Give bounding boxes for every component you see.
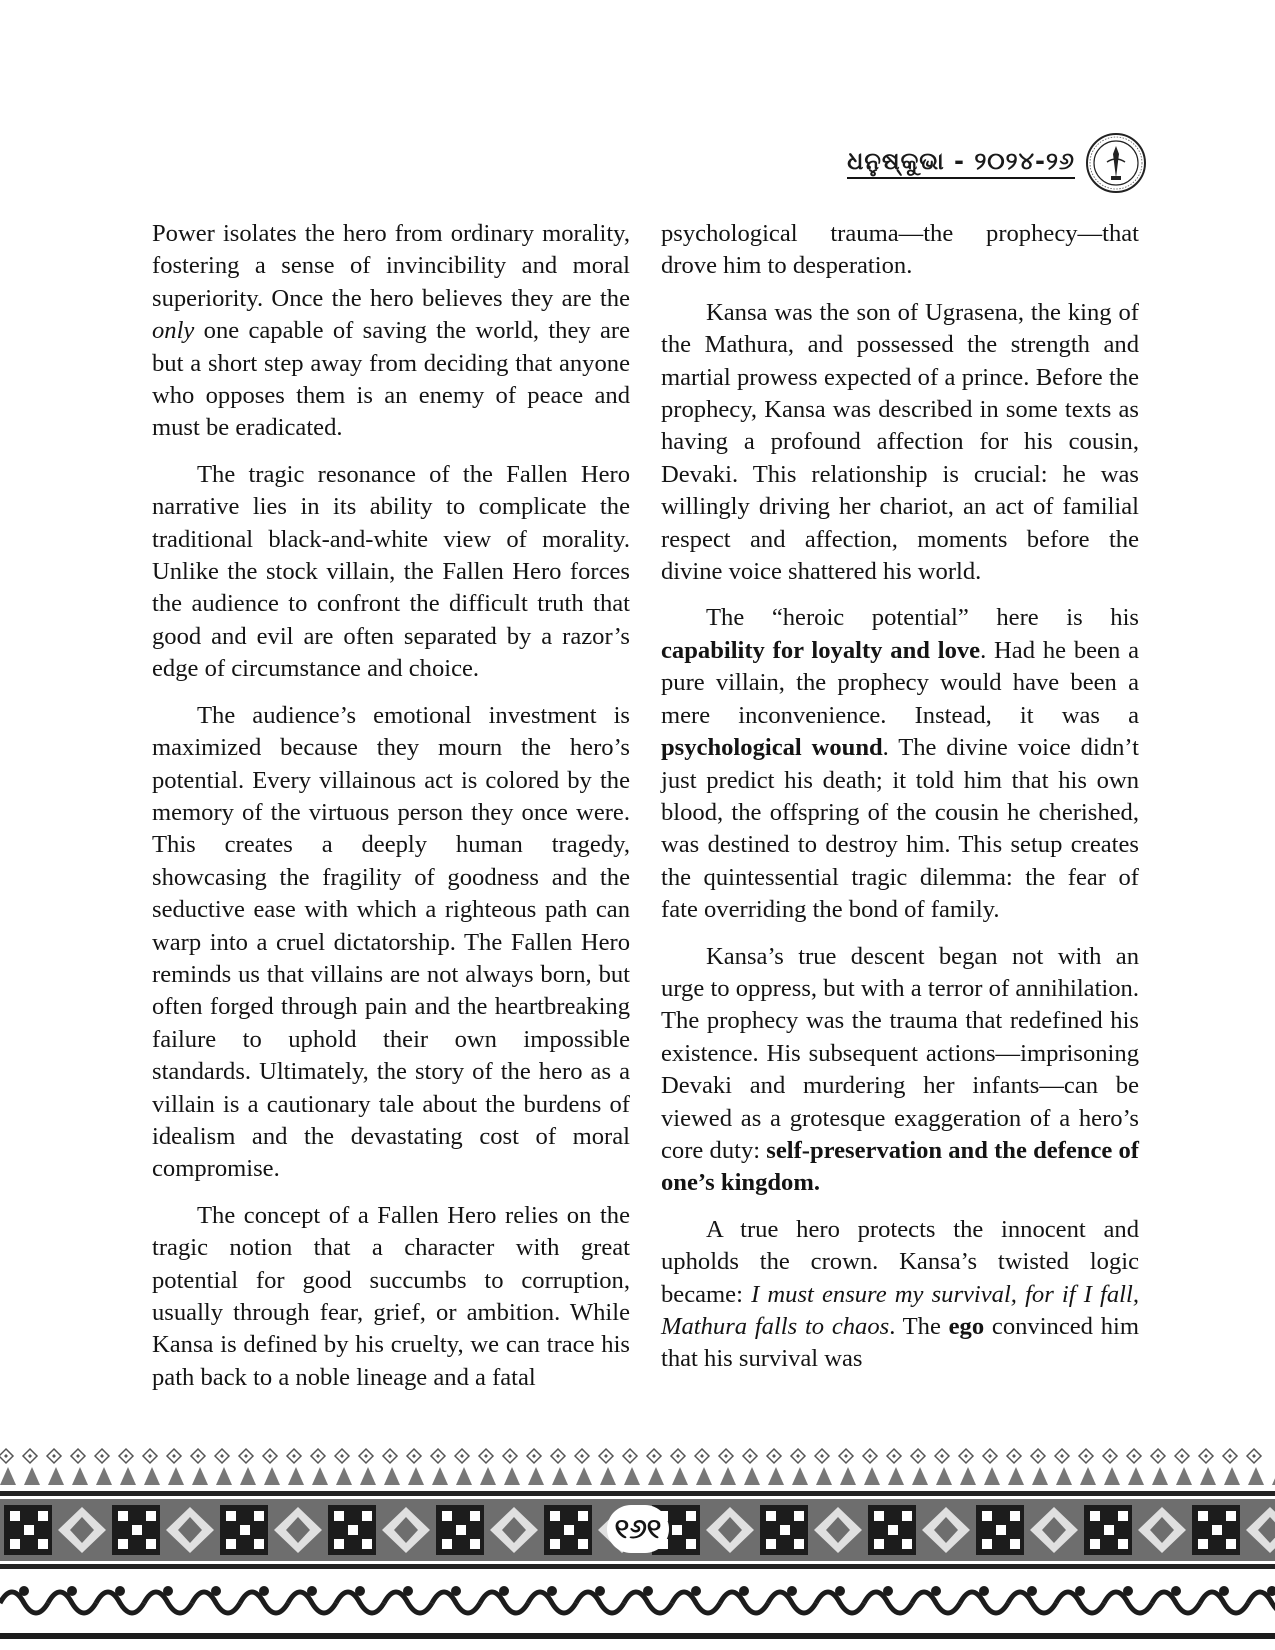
page-number: ୧୬୧ (607, 1505, 669, 1553)
left-column (152, 218, 630, 1408)
paragraph: psychological trauma—the prophecy—that drove him to desperation. (661, 220, 1139, 280)
paragraph: A true hero protects the innocent and upholds the crown. Kansa’s twisted logic became: I must ensure my survival, for if I fall, Mathura falls to chaos. The ego convinced him that his survival was (661, 1215, 1139, 1373)
paragraph: The audience’s emotional investment is maximized because they mourn the hero’s potential. Every villainous act is colored by the memory of the virtuous person they once were. This creates a deeply human tragedy, showcasing the fragility of goodness and the seductive ease with which a righteous path can warp into a cruel dictatorship. The Fallen Hero reminds us that villains are not always born, but often forged through pain and the heartbreaking failure to uphold their own impossible standards. Ultimately, the story of the hero as a villain is a cautionary tale about the burdens of idealism and the devastating cost of moral compromise. (152, 701, 630, 1183)
paragraph: The tragic resonance of the Fallen Hero narrative lies in its ability to complicate the traditional black-and-white view of morality. Unlike the stock villain, the Fallen Hero forces the audience to confront the difficult truth that good and evil are often separated by a razor’s edge of circumstance and choice. (152, 460, 630, 683)
right-column (661, 218, 1139, 1390)
paragraph: The “heroic potential” here is his capability for loyalty and love. Had he been a pure villain, the prophecy would have been a mere inconvenience. Instead, it was a psychological wound. The divine voice didn’t just predict his death; it told him that his own blood, the offspring of the cousin he cherished, was destined to destroy him. This setup creates the quintessential tragic dilemma: the fear of fate overriding the bond of family. (661, 604, 1139, 924)
paragraph: Kansa’s true descent began not with an urge to oppress, but with a terror of annihilation. The prophecy was the trauma that redefined his existence. His subsequent actions—imprisoning Devaki and murdering her infants—can be viewed as a grotesque exaggeration of a hero’s core duty: self-preservation and the defence of one’s kingdom. (661, 942, 1139, 1197)
page-header (847, 132, 1147, 194)
paragraph: Power isolates the hero from ordinary morality, fostering a sense of invincibility and moral superiority. Once the hero believes they are the only one capable of saving the world, they are but a short step away from deciding that anyone who opposes them is an enemy of peace and must be eradicated. (152, 220, 630, 442)
paragraph: Kansa was the son of Ugrasena, the king of the Mathura, and possessed the strength and martial prowess expected of a prince. Before the prophecy, Kansa was described in some texts as having a profound affection for his cousin, Devaki. This relationship is crucial: he was willingly driving her chariot, an act of familial respect and affection, moments before the divine voice shattered his world. (661, 298, 1139, 586)
emblem-seal-icon (1085, 132, 1147, 194)
paragraph: The concept of a Fallen Hero relies on the tragic notion that a character with great potential for good succumbs to corruption, usually through fear, grief, or ambition. While Kansa is defined by his cruelty, we can trace his path back to a noble lineage and a fatal (152, 1201, 630, 1391)
journal-title: ଧନୁଷ୍କୁଭା - ୨୦୨୪-୨୬ (847, 147, 1075, 179)
